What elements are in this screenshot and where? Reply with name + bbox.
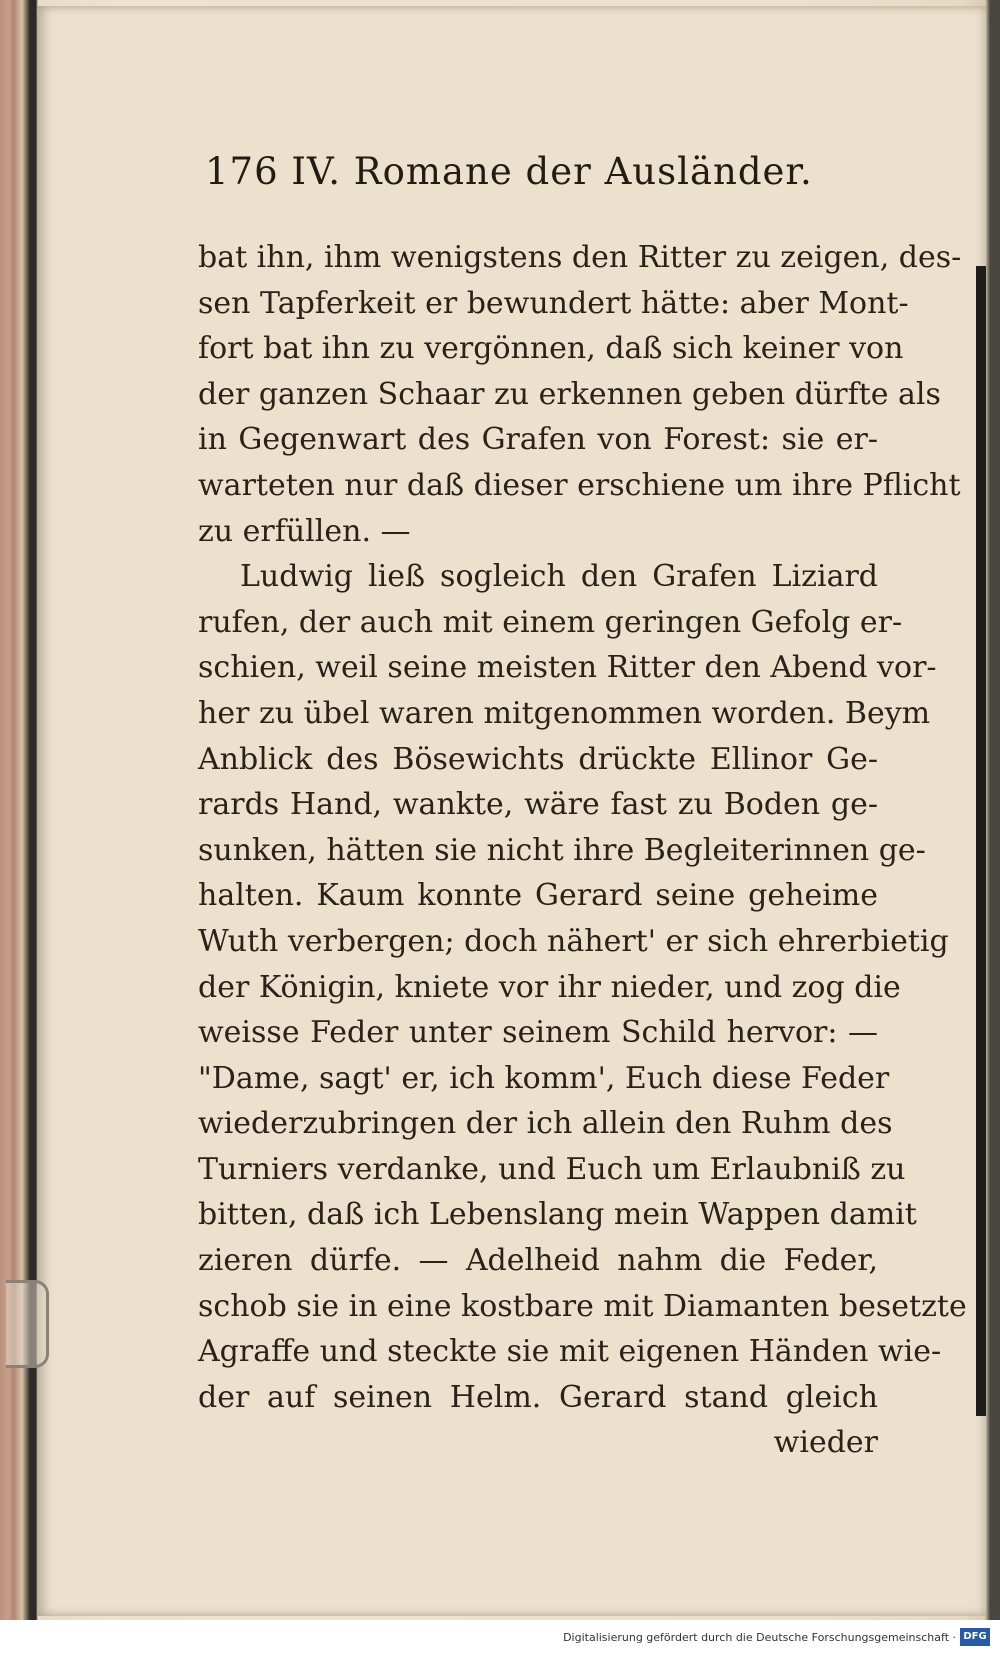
text-line: zieren dürfe. — Adelheid nahm die Feder, <box>198 1243 878 1279</box>
text-line: der ganzen Schaar zu erkennen geben dürfte als <box>198 376 941 412</box>
dfg-logo-icon: DFG <box>960 1628 990 1646</box>
text-line: der Königin, kniete vor ihr nieder, und zog die <box>198 969 901 1005</box>
page-header: 176 IV. Romane der Ausländer. <box>205 150 813 193</box>
text-line: halten. Kaum konnte Gerard seine geheime <box>198 878 878 914</box>
text-line: Agraffe und steckte sie mit eigenen Händen wie- <box>198 1334 942 1370</box>
body-text <box>198 235 967 1466</box>
page-clip <box>6 1280 49 1368</box>
text-line: weisse Feder unter seinem Schild hervor: — <box>198 1015 878 1051</box>
text-line: der auf seinen Helm. Gerard stand gleich <box>198 1379 878 1415</box>
text-line: Turniers verdanke, und Euch um Erlaubniß zu <box>198 1151 906 1187</box>
text-line: in Gegenwart des Grafen von Forest: sie er- <box>198 422 878 458</box>
text-line: Wuth verbergen; doch nähert' er sich ehrerbietig <box>198 923 949 959</box>
digitization-footer <box>0 1620 1000 1656</box>
text-line: wiederzubringen der ich allein den Ruhm des <box>198 1106 893 1142</box>
text-line: rufen, der auch mit einem geringen Gefolg er- <box>198 604 903 640</box>
text-line: rards Hand, wankte, wäre fast zu Boden ge- <box>198 787 878 823</box>
page-edge-shadow <box>976 266 986 1416</box>
text-line: her zu übel waren mitgenommen worden. Beym <box>198 695 931 731</box>
text-line: Anblick des Bösewichts drückte Ellinor Ge- <box>198 741 878 777</box>
text-line: sunken, hätten sie nicht ihre Begleiterinnen ge- <box>198 832 926 868</box>
text-line: zu erfüllen. — <box>198 513 411 549</box>
text-line: bat ihn, ihm wenigstens den Ritter zu zeigen, des- <box>198 240 962 275</box>
text-line: Ludwig ließ sogleich den Grafen Liziard <box>240 559 878 595</box>
text-line: fort bat ihn zu vergönnen, daß sich keiner von <box>198 331 904 367</box>
text-line: warteten nur daß dieser erschiene um ihre Pflicht <box>198 467 961 503</box>
text-line: bitten, daß ich Lebenslang mein Wappen damit <box>198 1197 917 1233</box>
text-line: "Dame, sagt' er, ich komm', Euch diese Feder <box>198 1060 890 1096</box>
funding-credit: Digitalisierung gefördert durch die Deutsche Forschungsgemeinschaft · <box>563 1631 956 1644</box>
text-line: sen Tapferkeit er bewundert hätte: aber Mont- <box>198 285 909 321</box>
catchword: wieder <box>773 1425 878 1461</box>
text-line: schob sie in eine kostbare mit Diamanten besetzte <box>198 1288 967 1324</box>
text-line: schien, weil seine meisten Ritter den Abend vor- <box>198 650 937 686</box>
